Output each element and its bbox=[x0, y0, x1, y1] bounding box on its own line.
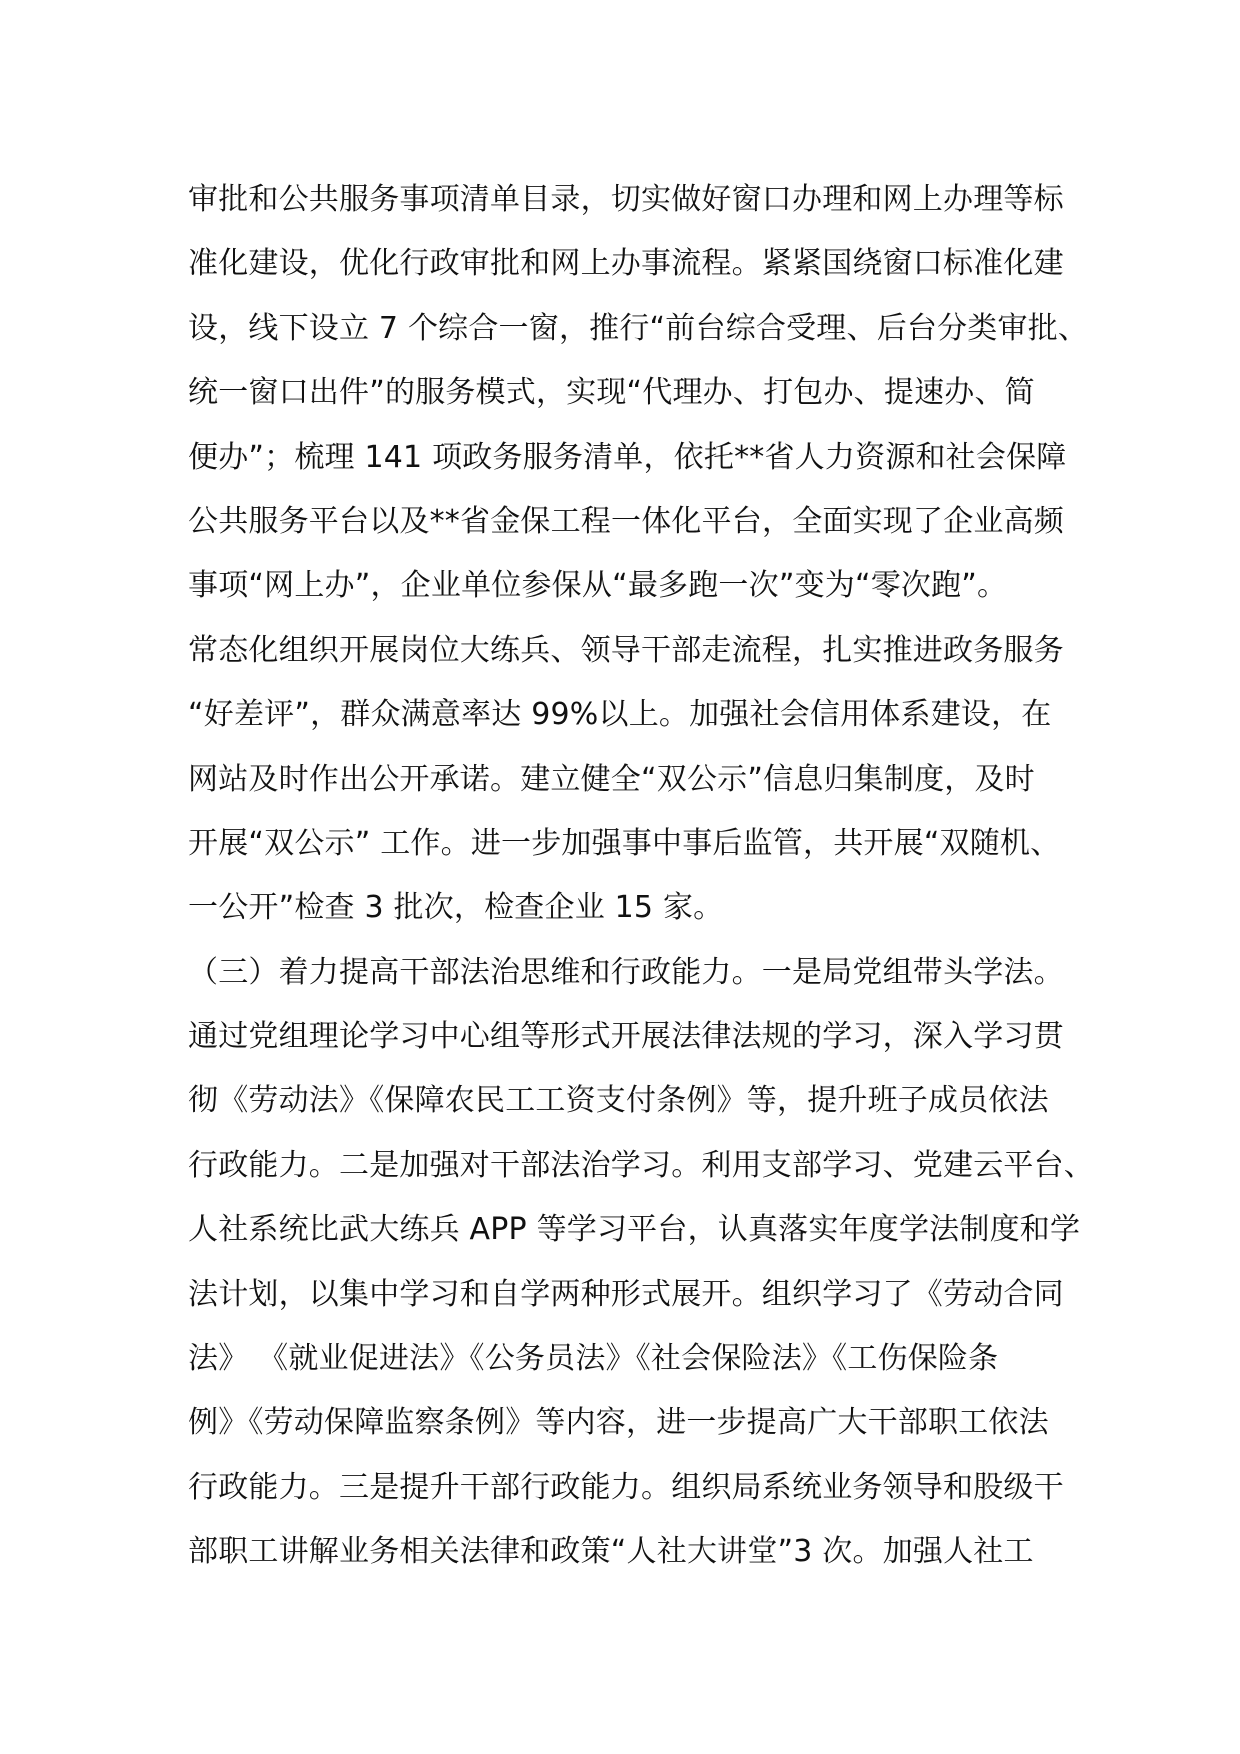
text-line: 事项“网上办”，企业单位参保从“最多跑一次”变为“零次跑”。 bbox=[188, 568, 1008, 604]
text-line: 审批和公共服务事项清单目录，切实做好窗口办理和网上办理等标 bbox=[188, 182, 1064, 217]
text-line: 网站及时作出公开承诺。建立健全“双公示”信息归集制度，及时 bbox=[188, 761, 1035, 797]
text-line: 便办”；梳理 141 项政务服务清单，依托**省人力资源和社会保障 bbox=[188, 439, 1067, 475]
body-text bbox=[188, 168, 1094, 1585]
text-line: 通过党组理论学习中心组等形式开展法律法规的学习，深入学习贯 bbox=[188, 1019, 1064, 1055]
text-line: 准化建设，优化行政审批和网上办事流程。紧紧国绕窗口标准化建 bbox=[188, 246, 1064, 282]
text-line: 部职工讲解业务相关法律和政策“人社大讲堂”3 次。加强人社工 bbox=[188, 1534, 1034, 1570]
text-line: 法》 《就业促进法》《公务员法》《社会保险法》《工伤保险条 bbox=[188, 1341, 999, 1377]
text-line: 常态化组织开展岗位大练兵、领导干部走流程，扎实推进政务服务 bbox=[188, 632, 1064, 668]
text-line: 一公开”检查 3 批次，检查企业 15 家。 bbox=[188, 890, 724, 926]
text-line: 例》《劳动保障监察条例》等内容，进一步提高广大干部职工依法 bbox=[188, 1405, 1049, 1441]
section-heading-line: （三）着力提高干部法治思维和行政能力。一是局党组带头学法。 bbox=[188, 954, 1064, 990]
text-line: 统一窗口出件”的服务模式，实现“代理办、打包办、提速办、简 bbox=[188, 375, 1035, 411]
text-line: 设，线下设立 7 个综合一窗，推行“前台综合受理、后台分类审批、 bbox=[188, 310, 1089, 346]
text-line: 公共服务平台以及**省金保工程一体化平台，全面实现了企业高频 bbox=[188, 503, 1064, 539]
text-line: 人社系统比武大练兵 APP 等学习平台，认真落实年度学法制度和学 bbox=[188, 1212, 1081, 1248]
text-line: 法计划，以集中学习和自学两种形式展开。组织学习了《劳动合同 bbox=[188, 1276, 1064, 1312]
text-line: 彻《劳动法》《保障农民工工资支付条例》等，提升班子成员依法 bbox=[188, 1083, 1049, 1119]
text-line: 行政能力。二是加强对干部法治学习。利用支部学习、党建云平台、 bbox=[188, 1147, 1094, 1183]
text-line: “好差评”，群众满意率达 99%以上。加强社会信用体系建设，在 bbox=[188, 697, 1052, 733]
text-line: 行政能力。三是提升干部行政能力。组织局系统业务领导和股级干 bbox=[188, 1469, 1064, 1505]
text-line: 开展“双公示” 工作。进一步加强事中事后监管，共开展“双随机、 bbox=[188, 825, 1061, 861]
